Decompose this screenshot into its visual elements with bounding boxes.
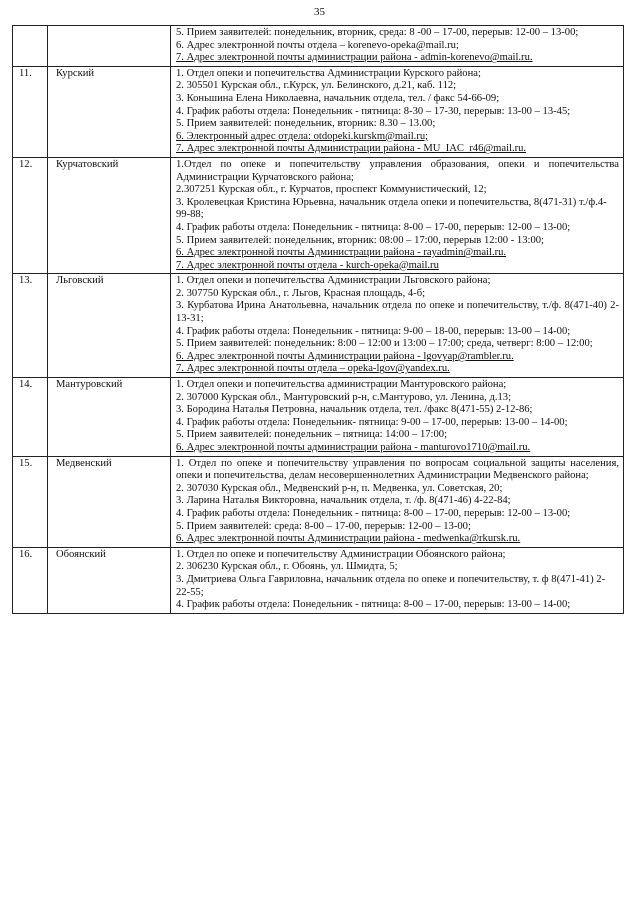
district-name: [48, 26, 171, 67]
info-line: 2. 307750 Курская обл., г. Льгов, Красная площадь, 4-б;: [176, 287, 426, 299]
info-line: 6. Адрес электронной почты Администрации района - rayadmin@mail.ru.: [176, 247, 507, 259]
district-name: Курчатовский: [48, 157, 171, 273]
info-line: 5. Прием заявителей: понедельник, вторник, среда: 8 -00 – 17-00, перерыв: 12-00 – 13-00;: [176, 27, 579, 38]
info-line: 4. График работы отдела: Понедельник - пятница: 8-30 – 17-30, перерыв: 13-00 – 13-45;: [176, 105, 571, 117]
info-line: 6. Электронный адрес отдела: otdopeki.kurskm@mail.ru;: [176, 130, 429, 142]
guardianship-departments-table: [12, 25, 624, 614]
info-line: 1. Отдел опеки и попечительства Администрации Льговского района;: [176, 275, 491, 287]
row-number: 16.: [13, 547, 48, 613]
info-line: 2. 307000 Курская обл., Мантуровский р-н, с.Мантурово, ул. Ленина, д.13;: [176, 391, 512, 403]
table-row: [13, 66, 624, 157]
district-name: Мантуровский: [48, 378, 171, 457]
table-row: [13, 26, 624, 67]
info-line: 3. Бородина Наталья Петровна, начальник отдела, тел. /факс 8(471-55) 2-12-86;: [176, 404, 533, 416]
info-line: 3. Коньшина Елена Николаевна, начальник отдела, тел. / факс 54-66-09;: [176, 92, 500, 104]
info-line: 5. Прием заявителей: понедельник, вторник: 8.30 – 13.00;: [176, 118, 436, 130]
district-name: Льговский: [48, 274, 171, 378]
info-line: 6. Адрес электронной почты Администрации района - lgovyap@rambler.ru.: [176, 350, 514, 362]
info-line: 4. График работы отдела: Понедельник- пятница: 9-00 – 17-00, перерыв: 13-00 – 14-00;: [176, 416, 568, 428]
district-name: Медвенский: [48, 456, 171, 547]
info-line: 1. Отдел опеки и попечительства Администрации Курского района;: [176, 67, 481, 79]
row-number: 14.: [13, 378, 48, 457]
info-line: 7. Адрес электронной почты отдела – opeka-lgov@yandex.ru.: [176, 363, 450, 375]
table-row: [13, 157, 624, 273]
department-info: [171, 547, 624, 613]
info-line: 5. Прием заявителей: понедельник, вторник: 08:00 – 17:00, перерыв 12:00 - 13:00;: [176, 234, 544, 246]
info-line: 4. График работы отдела: Понедельник - пятница: 8-00 – 17-00, перерыв: 13-00 – 14-00;: [176, 599, 571, 611]
info-line: 7. Адрес электронной почты отдела - kurch-opeka@mail.ru: [176, 259, 439, 271]
row-number: 11.: [13, 66, 48, 157]
district-name: Обоянский: [48, 547, 171, 613]
info-line: 2.307251 Курская обл., г. Курчатов, проспект Коммунистический, 12;: [176, 184, 487, 196]
info-line: 6. Адрес электронной почты Администрации района - medwenka@rkursk.ru.: [176, 533, 521, 545]
info-line: 1. Отдел по опеке и попечительству управления по вопросам социальной защиты населения, опеки и попечительства, делам несовершеннолетних Администрации Медвенского района;: [176, 457, 619, 482]
info-line: 4. График работы отдела: Понедельник - пятница: 8-00 – 17-00, перерыв: 12-00 – 13-00;: [176, 221, 571, 233]
info-line: 5. Прием заявителей: среда: 8-00 – 17-00, перерыв: 12-00 – 13-00;: [176, 520, 471, 532]
row-number: [13, 26, 48, 67]
info-line: 3. Дмитриева Ольга Гавриловна, начальник отдела по опеке и попечительству, т. ф 8(471-41) 2-22-55;: [176, 573, 606, 598]
department-info: [171, 157, 624, 273]
info-line: 7. Адрес электронной почты Администрации района - MU_IAC_r46@mail.ru.: [176, 143, 527, 155]
row-number: 15.: [13, 456, 48, 547]
department-info: [171, 378, 624, 457]
table-row: [13, 274, 624, 378]
row-number: 12.: [13, 157, 48, 273]
info-line: 6. Адрес электронной почты администрации района - manturovo1710@mail.ru.: [176, 442, 531, 453]
info-line: 5. Прием заявителей: понедельник – пятница: 14:00 – 17:00;: [176, 429, 448, 441]
info-line: 3. Ларина Наталья Викторовна, начальник отдела, т. /ф. 8(471-46) 4-22-84;: [176, 495, 511, 507]
info-line: 3. Курбатова Ирина Анатольевна, начальник отдела по опеке и попечительству, т./ф. 8(471-40) 2-13-31;: [176, 300, 619, 325]
info-line: 6. Адрес электронной почты отдела – korenevo-opeka@mail.ru;: [176, 39, 459, 51]
info-line: 1.Отдел по опеке и попечительству управления образования, опеки и попечительства Администрации Курчатовского района;: [176, 158, 619, 183]
district-name: Курский: [48, 66, 171, 157]
info-line: 4. График работы отдела: Понедельник - пятница: 8-00 – 17-00, перерыв: 12-00 – 13-00;: [176, 507, 571, 519]
department-info: [171, 456, 624, 547]
table-row: [13, 378, 624, 457]
info-line: 4. График работы отдела: Понедельник - пятница: 9-00 – 18-00, перерыв: 13-00 – 14-00;: [176, 325, 571, 337]
table-row: [13, 456, 624, 547]
info-line: 7. Адрес электронной почты администрации района - admin-korenevo@mail.ru.: [176, 52, 533, 64]
info-line: 2. 307030 Курская обл., Медвенский р-н, п. Медвенка, ул. Советская, 20;: [176, 482, 503, 494]
row-number: 13.: [13, 274, 48, 378]
department-info: [171, 66, 624, 157]
department-info: [171, 274, 624, 378]
table-row: [13, 547, 624, 613]
info-line: 2. 306230 Курская обл., г. Обоянь, ул. Шмидта, 5;: [176, 561, 398, 573]
info-line: 1. Отдел по опеке и попечительству Администрации Обоянского района;: [176, 548, 506, 560]
info-line: 3. Кролевецкая Кристина Юрьевна, начальник отдела опеки и попечительства, 8(471-31) т./ф.4-99-88;: [176, 196, 607, 221]
page-number: 35: [314, 6, 325, 18]
info-line: 1. Отдел опеки и попечительства администрации Мантуровского района;: [176, 379, 507, 391]
info-line: 2. 305501 Курская обл., г.Курск, ул. Белинского, д.21, каб. 112;: [176, 80, 457, 92]
department-info: [171, 26, 624, 67]
info-line: 5. Прием заявителей: понедельник: 8:00 – 12:00 и 13:00 – 17:00; среда, четверг: 8:00 – 12:00;: [176, 338, 593, 350]
